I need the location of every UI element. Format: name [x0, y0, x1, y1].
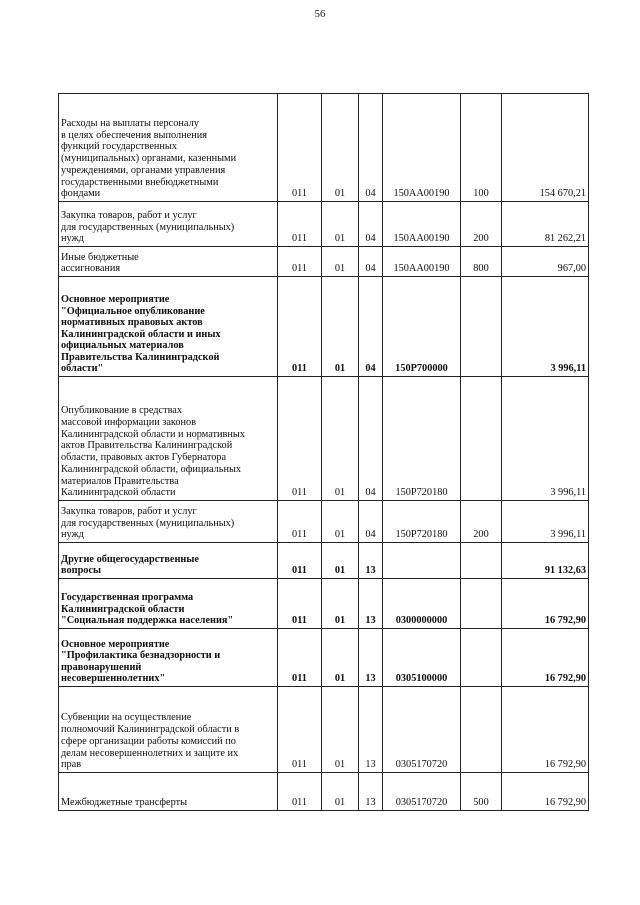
- row-name-cell: [59, 543, 278, 579]
- target-article-cell: 150АА00190: [383, 94, 461, 202]
- row-name-text: Основное мероприятие "Профилактика безнадзорности и правонарушений несовершеннолетних": [61, 638, 221, 685]
- row-name-text: Другие общегосударственные вопросы: [61, 553, 199, 577]
- amount-cell: 16 792,90: [502, 687, 589, 773]
- row-name-cell: [59, 202, 278, 247]
- section-code-cell: 01: [322, 543, 359, 579]
- expense-type-cell: 800: [461, 247, 502, 277]
- subsection-code-cell: 13: [359, 543, 383, 579]
- target-article-cell: 0305170720: [383, 773, 461, 811]
- ministry-code-cell: 011: [278, 94, 322, 202]
- row-name-text: Субвенции на осуществление полномочий Калининградской области в сфере организации работы комиссий по делам несовершеннолетних и защите их прав: [61, 712, 240, 771]
- target-article-cell: [383, 543, 461, 579]
- target-article-cell: 150Р720180: [383, 377, 461, 501]
- subsection-code-cell: 04: [359, 377, 383, 501]
- expense-type-cell: [461, 277, 502, 377]
- expense-type-cell: [461, 629, 502, 687]
- row-name-text: Расходы на выплаты персоналу в целях обеспечения выполнения функций государственных (муниципальных) органами, казенными учреждениями, органами управления государственными внебюджетными фондами: [61, 117, 237, 200]
- section-code-cell: 01: [322, 579, 359, 629]
- table-row: [59, 94, 589, 202]
- row-name-cell: [59, 277, 278, 377]
- expense-type-cell: [461, 543, 502, 579]
- subsection-code-cell: 04: [359, 277, 383, 377]
- amount-cell: 16 792,90: [502, 629, 589, 687]
- amount-cell: 16 792,90: [502, 773, 589, 811]
- ministry-code-cell: 011: [278, 687, 322, 773]
- expense-type-cell: 200: [461, 501, 502, 543]
- expense-type-cell: 100: [461, 94, 502, 202]
- table-row: [59, 202, 589, 247]
- ministry-code-cell: 011: [278, 773, 322, 811]
- row-name-text: Иные бюджетные ассигнования: [61, 251, 139, 275]
- row-name-text: Закупка товаров, работ и услуг для государственных (муниципальных) нужд: [61, 505, 235, 541]
- section-code-cell: 01: [322, 277, 359, 377]
- row-name-cell: [59, 377, 278, 501]
- table-row: [59, 579, 589, 629]
- subsection-code-cell: 04: [359, 501, 383, 543]
- ministry-code-cell: 011: [278, 579, 322, 629]
- section-code-cell: 01: [322, 629, 359, 687]
- target-article-cell: 150АА00190: [383, 247, 461, 277]
- ministry-code-cell: 011: [278, 277, 322, 377]
- section-code-cell: 01: [322, 202, 359, 247]
- row-name-cell: [59, 629, 278, 687]
- row-name-cell: [59, 247, 278, 277]
- subsection-code-cell: 13: [359, 687, 383, 773]
- row-name-text: Межбюджетные трансферты: [61, 797, 188, 809]
- budget-table: [58, 93, 589, 811]
- section-code-cell: 01: [322, 773, 359, 811]
- target-article-cell: 0300000000: [383, 579, 461, 629]
- table-row: [59, 501, 589, 543]
- expense-type-cell: 500: [461, 773, 502, 811]
- page-number: 56: [314, 8, 326, 20]
- row-name-text: Опубликование в средствах массовой информации законов Калининградской области и нормативных актов Правительства Калининградской области, правовых актов Губернатора Калининградской области, официальных материалов Правительства Калининградской области: [61, 405, 245, 499]
- target-article-cell: 0305170720: [383, 687, 461, 773]
- section-code-cell: 01: [322, 687, 359, 773]
- ministry-code-cell: 011: [278, 247, 322, 277]
- subsection-code-cell: 13: [359, 773, 383, 811]
- amount-cell: 91 132,63: [502, 543, 589, 579]
- expense-type-cell: 200: [461, 202, 502, 247]
- table-row: [59, 687, 589, 773]
- target-article-cell: 150Р700000: [383, 277, 461, 377]
- row-name-cell: [59, 773, 278, 811]
- subsection-code-cell: 04: [359, 247, 383, 277]
- amount-cell: 3 996,11: [502, 501, 589, 543]
- row-name-cell: [59, 687, 278, 773]
- table-row: [59, 377, 589, 501]
- subsection-code-cell: 13: [359, 629, 383, 687]
- row-name-cell: [59, 579, 278, 629]
- section-code-cell: 01: [322, 377, 359, 501]
- amount-cell: 3 996,11: [502, 377, 589, 501]
- amount-cell: 3 996,11: [502, 277, 589, 377]
- amount-cell: 967,00: [502, 247, 589, 277]
- section-code-cell: 01: [322, 247, 359, 277]
- table-row: [59, 277, 589, 377]
- row-name-cell: [59, 501, 278, 543]
- ministry-code-cell: 011: [278, 501, 322, 543]
- row-name-text: Основное мероприятие "Официальное опубликование нормативных правовых актов Калининградской области и иных официальных материалов Правительства Калининградской области": [61, 294, 221, 375]
- ministry-code-cell: 011: [278, 377, 322, 501]
- expense-type-cell: [461, 377, 502, 501]
- row-name-text: Государственная программа Калининградской области "Социальная поддержка населения": [61, 592, 234, 627]
- target-article-cell: 0305100000: [383, 629, 461, 687]
- section-code-cell: 01: [322, 501, 359, 543]
- ministry-code-cell: 011: [278, 543, 322, 579]
- target-article-cell: 150Р720180: [383, 501, 461, 543]
- subsection-code-cell: 13: [359, 579, 383, 629]
- expense-type-cell: [461, 687, 502, 773]
- section-code-cell: 01: [322, 94, 359, 202]
- amount-cell: 16 792,90: [502, 579, 589, 629]
- row-name-text: Закупка товаров, работ и услуг для государственных (муниципальных) нужд: [61, 209, 235, 245]
- table-row: [59, 629, 589, 687]
- table-row: [59, 773, 589, 811]
- row-name-cell: [59, 94, 278, 202]
- subsection-code-cell: 04: [359, 202, 383, 247]
- ministry-code-cell: 011: [278, 202, 322, 247]
- table-row: [59, 543, 589, 579]
- subsection-code-cell: 04: [359, 94, 383, 202]
- ministry-code-cell: 011: [278, 629, 322, 687]
- amount-cell: 81 262,21: [502, 202, 589, 247]
- amount-cell: 154 670,21: [502, 94, 589, 202]
- table-row: [59, 247, 589, 277]
- target-article-cell: 150АА00190: [383, 202, 461, 247]
- expense-type-cell: [461, 579, 502, 629]
